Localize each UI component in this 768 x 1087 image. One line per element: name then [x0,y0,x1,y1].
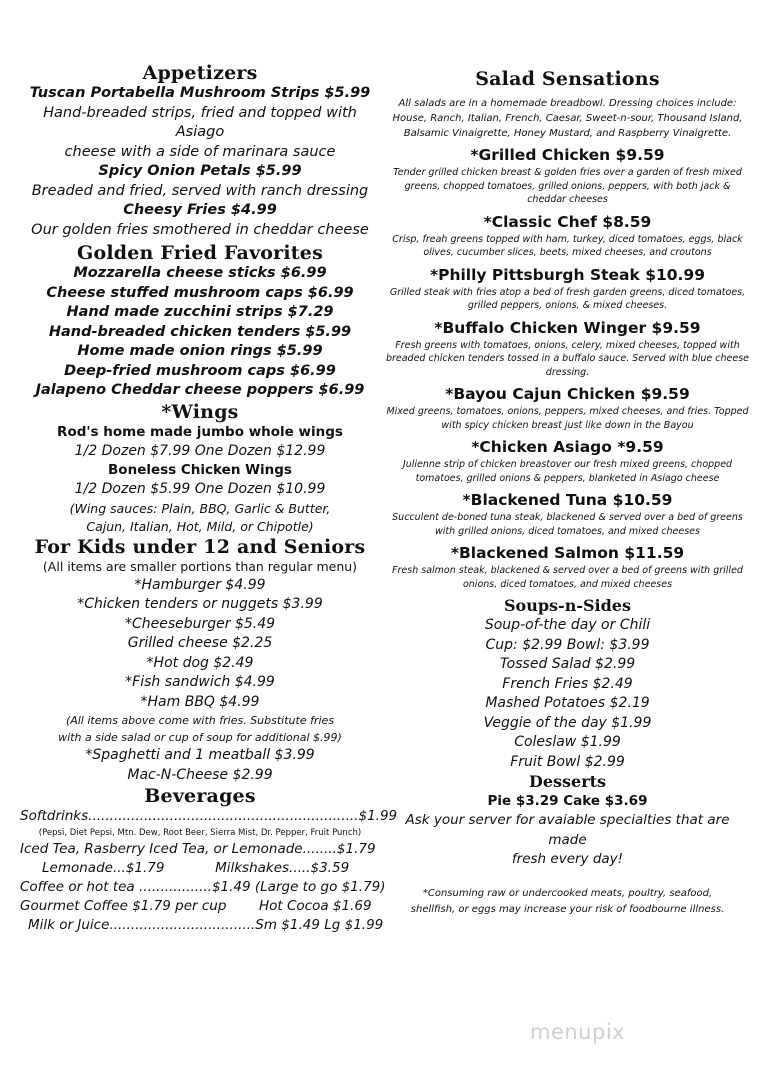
appetizer-description: cheese with a side of marinara sauce [64,143,336,160]
salad-item [385,145,750,207]
appetizer-description: Breaded and fried, served with ranch dressing [31,182,369,199]
golden-fried-item: Hand made zucchini strips $7.29 [66,304,334,320]
soup-side-item: Soup-of-the day or Chili [484,617,651,633]
kids-note: (All items are smaller portions than regular menu) [42,558,358,574]
salad-list [385,145,750,591]
golden-fried-heading: Golden Fried Favorites [77,242,323,264]
kids-item: *Spaghetti and 1 meatball $3.99 [85,747,315,763]
soup-side-item: Veggie of the day $1.99 [483,714,652,731]
whole-wings-title: Rod's home made jumbo whole wings [57,423,343,440]
salad-item [385,543,750,591]
golden-fried-item: Hand-breaded chicken tenders $5.99 [48,323,352,340]
whole-wings-prices: 1/2 Dozen $7.99 One Dozen $12.99 [74,442,326,459]
salad-name: *Blackened Salmon $11.59 [450,544,685,562]
appetizer-description: Our golden fries smothered in cheddar cheese [31,221,369,238]
food-warning-line-2: shellfish, or eggs may increase your risk of foodbourne illness. [410,903,725,915]
soup-side-item: Fruit Bowl $2.99 [510,753,625,770]
soups-heading: Soups-n-Sides [504,596,631,615]
salad-description: Fresh greens with tomatoes, onions, celery, mixed cheeses, topped with breaded chicken tenders tossed in a buffalo sauce. Served with blue cheese dressing. [385,339,750,378]
salad-description: Crisp, freah greens topped with ham, turkey, diced tomatoes, eggs, black olives, cucumber slices, beets, mixed cheeses, and croutons [392,233,743,258]
salads-intro-1: All salads are in a homemade breadbowl. Dressing choices include: [398,98,737,109]
appetizers-list [20,84,380,240]
kids-item: Grilled cheese $2.25 [127,635,273,651]
golden-fried-list [20,264,380,401]
right-column [385,62,750,918]
kids-item: *Fish sandwich $4.99 [125,674,275,690]
beverages-heading: Beverages [144,785,256,807]
salads-intro-2: House, Ranch, Italian, French, Caesar, Sweet-n-sour, Thousand Island, [392,113,743,124]
salad-description: Grilled steak with fries atop a bed of fresh garden greens, diced tomatoes, grilled peppers, onions, & mixed cheeses. [389,286,746,311]
salad-name: *Grilled Chicken $9.59 [470,146,665,164]
appetizers-heading: Appetizers [142,62,258,84]
salad-name: *Philly Pittsburgh Steak $10.99 [429,265,706,284]
dessert-prices: Pie $3.29 Cake $3.69 [487,793,648,809]
golden-fried-item: Jalapeno Cheddar cheese poppers $6.99 [35,382,365,398]
coffee-line: Coffee or hot tea .................$1.49 (Large to go $1.79) [20,879,386,895]
wing-sauces-line-2: Cajun, Italian, Hot, Mild, or Chipotle) [86,518,314,534]
soup-side-item: Mashed Potatoes $2.19 [485,695,650,711]
salad-name: *Bayou Cajun Chicken $9.59 [445,385,690,403]
golden-fried-item: Home made onion rings $5.99 [77,343,323,359]
salad-item [385,384,750,432]
kids-item: *Hamburger $4.99 [134,576,266,593]
soup-side-item: Coleslaw $1.99 [514,734,621,750]
golden-fried-item: Mozzarella cheese sticks $6.99 [73,265,327,281]
lemonade-milkshake-line [20,859,380,878]
kids-item: *Hot dog $2.49 [146,654,254,671]
soups-list [385,616,750,772]
boneless-wings-prices: 1/2 Dozen $5.99 One Dozen $10.99 [74,481,326,497]
kids-list [20,576,380,713]
soup-side-item: Tossed Salad $2.99 [499,656,636,672]
boneless-wings-title: Boneless Chicken Wings [108,462,292,478]
gourmet-coffee-item: Gourmet Coffee $1.79 per cup [20,898,227,914]
milkshake-item: Milkshakes.....$3.59 [215,860,350,876]
golden-fried-item: Deep-fried mushroom caps $6.99 [64,362,336,379]
salad-description: Fresh salmon steak, blackened & served over a bed of greens with grilled onions, diced tomatoes, and mixed cheeses [392,565,743,590]
left-column [20,62,398,935]
wing-sauces-line-1: (Wing sauces: Plain, BBQ, Garlic & Butter, [69,500,331,516]
salad-item [385,437,750,485]
milk-juice-line: Milk or Juice..................................Sm $1.49 Lg $1.99 [28,917,384,933]
salad-name: *Buffalo Chicken Winger $9.59 [434,318,701,337]
salad-item [385,318,750,380]
desserts-note-2: fresh every day! [511,851,624,867]
kids-heading: For Kids under 12 and Seniors [34,535,366,558]
salad-name: *Classic Chef $8.59 [483,212,652,231]
soup-side-item: French Fries $2.49 [502,675,633,692]
wings-heading: *Wings [161,400,239,423]
kids-item: *Cheeseburger $5.49 [124,615,276,632]
kids-list-2 [20,746,380,785]
kids-item: *Ham BBQ $4.99 [140,693,260,710]
appetizer-item: Cheesy Fries $4.99 [123,202,277,218]
fries-note-line-2: with a side salad or cup of soup for additional $.99) [58,731,342,744]
salad-description: Julienne strip of chicken breastover our fresh mixed greens, chopped tomatoes, grilled onions & peppers, blanketed in Asiago cheese [402,459,733,484]
hot-cocoa-item: Hot Cocoa $1.69 [259,898,372,914]
appetizer-item: Tuscan Portabella Mushroom Strips $5.99 [29,85,371,101]
salad-description: Mixed greens, tomatoes, onions, peppers, mixed cheeses, and fries. Topped with spicy chicken breast just like down in the Bayou [386,406,749,431]
menupix-watermark: menupix [530,1020,626,1044]
salads-intro-3: Balsamic Vinaigrette, Honey Mustard, and Raspberry Vinaigrette. [403,128,732,139]
gourmet-cocoa-line [20,897,380,916]
salads-heading: Salad Sensations [475,68,660,90]
appetizer-item: Spicy Onion Petals $5.99 [98,163,302,179]
salad-name: *Blackened Tuna $10.59 [462,491,673,509]
salad-item [385,490,750,538]
fries-note-line-1: (All items above come with fries. Substitute fries [65,714,335,727]
food-warning-line-1: *Consuming raw or undercooked meats, poultry, seafood, [422,887,713,899]
salad-item [385,265,750,313]
salad-description: Tender grilled chicken breast & golden fries over a garden of fresh mixed greens, chopped tomatoes, grilled onions, peppers, with both jack & cheddar cheeses [393,167,742,205]
kids-item: Mac-N-Cheese $2.99 [127,766,273,783]
softdrinks-note: (Pepsi, Diet Pepsi, Mtn. Dew, Root Beer, Sierra Mist, Dr. Pepper, Fruit Punch) [38,828,362,838]
desserts-note-1: Ask your server for avaiable specialties that are made [405,812,730,848]
desserts-heading: Desserts [528,772,607,791]
appetizer-description: Hand-breaded strips, fried and topped with Asiago [43,104,357,140]
tea-line: Iced Tea, Rasberry Iced Tea, or Lemonade........$1.79 [20,841,376,857]
golden-fried-item: Cheese stuffed mushroom caps $6.99 [46,284,354,301]
salad-item [385,212,750,260]
softdrinks-line: Softdrinks...............................................................$1.99 [20,808,398,824]
kids-item: *Chicken tenders or nuggets $3.99 [77,596,323,612]
salad-name: *Chicken Asiago *9.59 [471,438,664,456]
soup-side-item: Cup: $2.99 Bowl: $3.99 [485,636,650,653]
lemonade-item: Lemonade...$1.79 [42,860,165,876]
salad-description: Succulent de-boned tuna steak, blackened & served over a bed of greens with grilled onions, diced tomatoes, and mixed cheeses [392,512,743,537]
